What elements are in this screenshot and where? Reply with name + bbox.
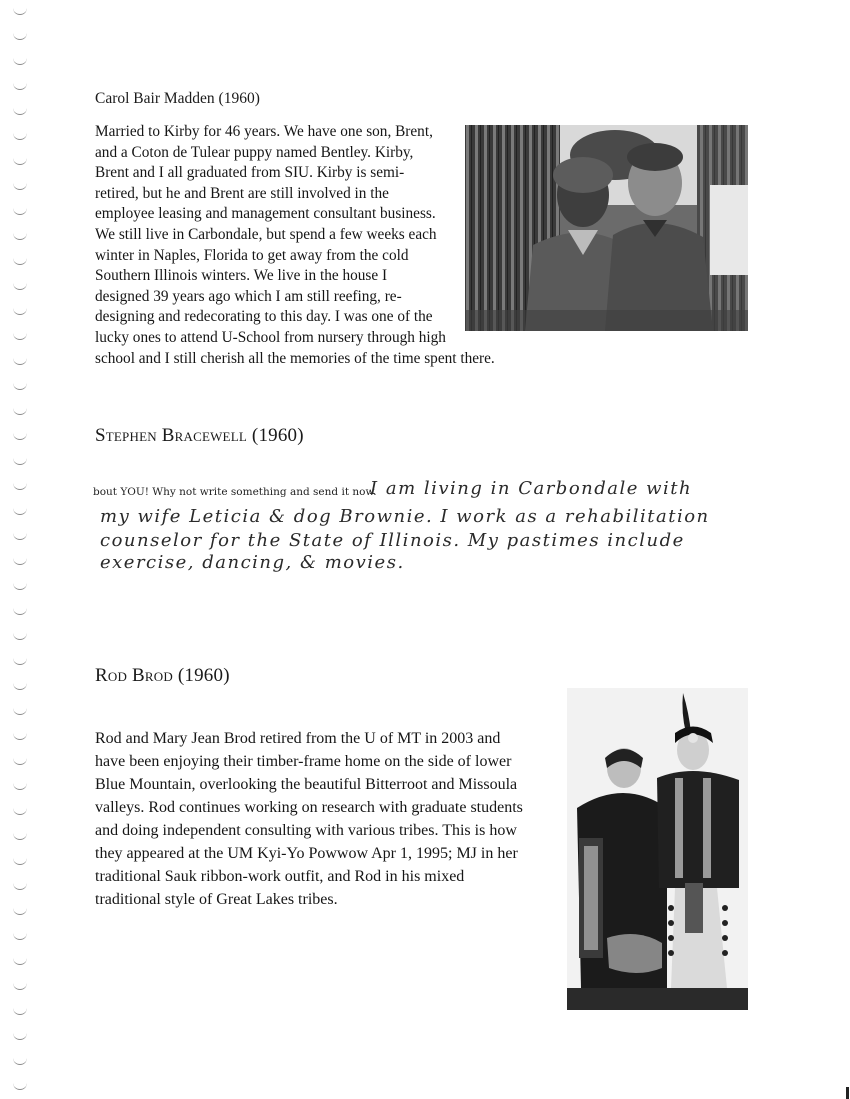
body-line: they appeared at the UM Kyi-Yo Powwow Apr 1, 1995; MJ in her <box>95 845 518 862</box>
binding-hole <box>13 33 27 40</box>
binding-hole <box>13 358 27 365</box>
binding-hole <box>13 458 27 465</box>
binding-hole <box>13 508 27 515</box>
body-line: designing and redecorating to this day. I was one of the <box>95 308 433 326</box>
section-heading-bracewell: Stephen Bracewell (1960) <box>95 425 304 446</box>
body-line: and doing independent consulting with various tribes. This is how <box>95 822 517 839</box>
binding-hole <box>13 58 27 65</box>
handwritten-line: I am living in Carbondale with <box>370 478 693 499</box>
binding-hole <box>13 908 27 915</box>
body-line: valleys. Rod continues working on research with graduate students <box>95 799 523 816</box>
binding-hole <box>13 633 27 640</box>
binding-hole <box>13 683 27 690</box>
binding-hole <box>13 983 27 990</box>
handwritten-line: my wife Leticia & dog Brownie. I work as a rehabilitation <box>100 506 710 527</box>
binding-hole <box>13 758 27 765</box>
binding-hole <box>13 433 27 440</box>
body-line: We still live in Carbondale, but spend a few weeks each <box>95 225 437 243</box>
body-line: Rod and Mary Jean Brod retired from the U of MT in 2003 and <box>95 730 501 747</box>
photo-regalia-icon <box>567 688 748 1010</box>
scan-edge-mark <box>846 1087 849 1099</box>
binding-hole <box>13 958 27 965</box>
binding-hole <box>13 658 27 665</box>
binding-hole <box>13 1033 27 1040</box>
section-heading-brod: Rod Brod (1960) <box>95 665 230 686</box>
body-line: retired, but he and Brent are still involved in the <box>95 184 389 202</box>
binding-hole <box>13 8 27 15</box>
spiral-binding-holes <box>0 0 40 1099</box>
binding-hole <box>13 883 27 890</box>
handwritten-line: exercise, dancing, & movies. <box>100 552 405 573</box>
body-line: Southern Illinois winters. We live in the house I <box>95 267 388 285</box>
binding-hole <box>13 333 27 340</box>
binding-hole <box>13 833 27 840</box>
binding-hole <box>13 483 27 490</box>
binding-hole <box>13 408 27 415</box>
binding-hole <box>13 133 27 140</box>
binding-hole <box>13 158 27 165</box>
binding-hole <box>13 283 27 290</box>
binding-hole <box>13 383 27 390</box>
binding-hole <box>13 933 27 940</box>
binding-hole <box>13 808 27 815</box>
binding-hole <box>13 583 27 590</box>
body-line: Brent and I all graduated from SIU. Kirby is semi- <box>95 164 405 182</box>
body-line: school and I still cherish all the memories of the time spent there. <box>95 349 495 367</box>
section-body-brod <box>95 727 565 911</box>
binding-hole <box>13 183 27 190</box>
form-prompt-text: bout YOU! Why not write something and send it now. <box>93 486 377 498</box>
body-line: traditional Sauk ribbon-work outfit, and Rod in his mixed <box>95 868 465 885</box>
body-line: lucky ones to attend U-School from nursery through high <box>95 328 446 346</box>
body-line: designed 39 years ago which I am still reefing, re- <box>95 287 402 305</box>
body-line: have been enjoying their timber-frame home on the side of lower <box>95 753 512 770</box>
body-line: and a Coton de Tulear puppy named Bentley. Kirby, <box>95 143 414 161</box>
binding-hole <box>13 233 27 240</box>
body-line: traditional style of Great Lakes tribes. <box>95 891 338 908</box>
binding-hole <box>13 258 27 265</box>
photo-couple-icon <box>465 125 748 331</box>
binding-hole <box>13 533 27 540</box>
binding-hole <box>13 308 27 315</box>
binding-hole <box>13 708 27 715</box>
binding-hole <box>13 108 27 115</box>
body-line: employee leasing and management consultant business. <box>95 205 436 223</box>
binding-hole <box>13 783 27 790</box>
section-body-madden <box>95 122 505 369</box>
binding-hole <box>13 858 27 865</box>
binding-hole <box>13 608 27 615</box>
binding-hole <box>13 83 27 90</box>
binding-hole <box>13 558 27 565</box>
binding-hole <box>13 1058 27 1065</box>
section-heading-madden: Carol Bair Madden (1960) <box>95 90 260 107</box>
binding-hole <box>13 1083 27 1090</box>
binding-hole <box>13 733 27 740</box>
binding-hole <box>13 1008 27 1015</box>
binding-hole <box>13 208 27 215</box>
body-line: Blue Mountain, overlooking the beautiful Bitterroot and Missoula <box>95 776 518 793</box>
handwritten-line: counselor for the State of Illinois. My pastimes include <box>100 530 685 551</box>
body-line: winter in Naples, Florida to get away from the cold <box>95 246 409 264</box>
body-line: Married to Kirby for 46 years. We have one son, Brent, <box>95 123 433 140</box>
